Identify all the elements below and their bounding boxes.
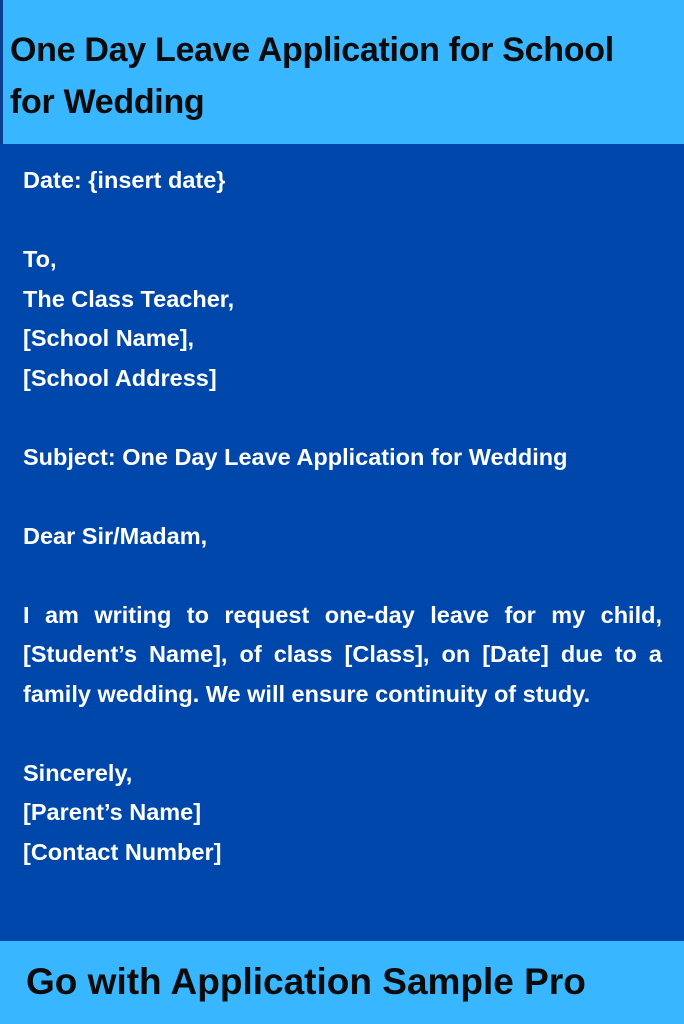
letter-school-address: [School Address] (23, 364, 217, 391)
spacer (23, 714, 662, 754)
letter-paragraph: I am writing to request one-day leave for my child, [Student’s Name], of class [Class], on [Date] due to a family wedding. We will ensure continuity of study. (23, 601, 662, 707)
letter-to: To, (23, 246, 57, 272)
spacer (23, 398, 662, 438)
letter-date: Date: {insert date} (23, 167, 226, 193)
page-title: One Day Leave Application for School for Wedding (10, 31, 614, 121)
letter-school-name: [School Name], (23, 325, 195, 351)
letter-salutation: Dear Sir/Madam, (23, 522, 208, 549)
letter-subject: Subject: One Day Leave Application for Wedding (23, 443, 568, 470)
letter-parent-name: [Parent’s Name] (23, 799, 202, 825)
letter-contact-number: [Contact Number] (23, 838, 222, 865)
letter-closing: Sincerely, (23, 759, 133, 786)
spacer (23, 477, 662, 517)
letter-body (23, 161, 662, 872)
footer-text: Go with Application Sample Pro (26, 961, 586, 1002)
spacer (23, 556, 662, 596)
spacer (23, 201, 662, 241)
footer-banner (0, 941, 684, 1024)
title-banner (0, 0, 684, 144)
letter-recipient: The Class Teacher, (23, 285, 235, 312)
